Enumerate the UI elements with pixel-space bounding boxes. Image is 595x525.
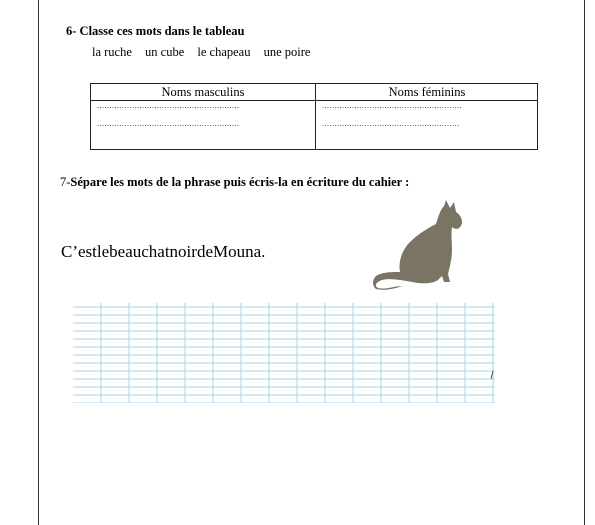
word-list <box>92 45 320 60</box>
answer-line-masculine-1[interactable]: ......................................................... <box>97 101 240 110</box>
header-feminine: Noms féminins <box>388 85 466 99</box>
answer-line-feminine-2[interactable]: ....................................................... <box>322 119 460 128</box>
sitting-cat-icon <box>372 196 468 291</box>
classification-table <box>90 83 538 150</box>
joined-sentence: C’estlebeauchatnoirdeMouna. <box>61 242 266 261</box>
page-border-right <box>584 0 585 525</box>
exercise-7-number: 7- <box>60 175 71 189</box>
exercise-7-title <box>60 175 409 190</box>
word-item: le chapeau <box>197 45 251 59</box>
word-item: un cube <box>145 45 185 59</box>
answer-line-feminine-1[interactable]: ........................................................ <box>322 101 462 110</box>
header-masculine: Noms masculins <box>161 85 245 99</box>
answer-line-masculine-2[interactable]: ......................................................... <box>97 119 240 128</box>
exercise-6-title: 6- Classe ces mots dans le tableau <box>66 24 245 38</box>
word-item: la ruche <box>92 45 132 59</box>
word-item: une poire <box>263 45 311 59</box>
exercise-7-instruction: Sépare les mots de la phrase puis écris-la en écriture du cahier : <box>70 175 410 189</box>
page-border-left <box>38 0 39 525</box>
handwriting-grid[interactable] <box>73 303 495 403</box>
